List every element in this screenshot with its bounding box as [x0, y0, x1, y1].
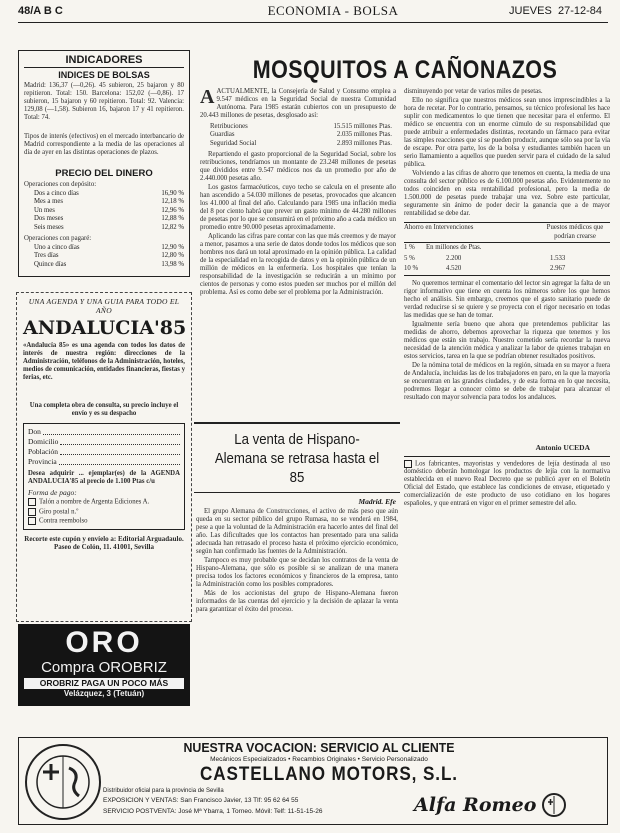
ops-sub: Operaciones con pagaré:	[24, 235, 92, 243]
oro-address: Velázquez, 3 (Tetuán)	[63, 689, 145, 698]
oro-title: ORO	[65, 626, 143, 659]
hispano-headline: La venta de Hispano-Alemana se retrasa hasta el 85	[214, 431, 380, 486]
checkbox-icon[interactable]	[28, 517, 36, 525]
badge-cross-icon	[43, 764, 59, 780]
castellano-name: CASTELLANO MOTORS, S.L.	[200, 764, 458, 785]
article-p1: AACTUALMENTE, la Consejería de Salud y Consumo emplea a 9.547 médicos en la Seguridad Social de nuestra Comunidad Autónoma. Para 1985 estarán cubiertos con un presupuesto de 20.443 millones de pesetas, desglosado así:	[200, 88, 396, 119]
rate-row: Mes a mes 12,18 %	[34, 198, 184, 206]
castellano-line1: Distribuidor oficial para la provincia de Sevilla	[103, 788, 224, 794]
side-note-text: Los fabricantes, mayoristas y vendedores de lejía destinada al uso doméstico deberán homologar los productos de lejía con la normativa establecida en el nuevo Real Decreto que se publicó ayer en el Boletín Oficial del Estado, que establece las condiciones de envase, etiquetado y comercialización de este producto de uso cotidiano en los hogares españoles, y que entrará en vigor en el primer semestre del año.	[404, 460, 610, 508]
payment-option[interactable]: Contra reembolso	[28, 517, 180, 526]
rate-row: Dos a cinco días 16,90 %	[34, 190, 184, 197]
bullet-square-icon	[404, 460, 412, 468]
dropcap: A	[200, 88, 215, 108]
oro-ad	[18, 624, 190, 706]
oro-line2: OROBRIZ PAGA UN POCO MÁS	[24, 678, 184, 689]
budget-row: Guardias 2.035 millones Ptas.	[210, 131, 392, 139]
rate-row: Un mes 12,96 %	[34, 206, 184, 214]
checkbox-icon[interactable]	[28, 508, 36, 516]
order-form	[23, 423, 185, 530]
rates2-table	[24, 244, 184, 269]
oro-line1: Compra OROBRIZ	[41, 659, 167, 676]
article-p2: Repartiendo el gasto proporcional de la Seguridad Social, sobre los retribuciones, tendríamos un montante de 23.248 millones de pesetas que divididos entre 9.547 médicos nos da un promedio por año de 2.440.000 pesetas año.	[200, 151, 396, 183]
castellano-line2: EXPOSICION Y VENTAS: San Francisco Javier, 13 Tlf: 95 62 64 55	[103, 797, 299, 804]
rate-row: Tres días 12,80 %	[34, 252, 184, 260]
alfa-romeo-wordmark: Alfa Romeo	[414, 794, 537, 816]
agenda-offer: Una completa obra de consulta, su precio incluye el envío y es su despacho	[29, 402, 179, 417]
compare-row: 10 % 4.520 2.967	[404, 265, 566, 272]
article-c2p1: disminuyendo por vetar de varios miles de pesetas.	[404, 88, 543, 95]
article-c2p6: De la nómina total de médicos en la región, situada en su mayor a fuera de Andalucía, incluidas las de los trabajadores en paro, en la que la mayoría se encuentran en las grandes ciudades, y de esta forma en lo que necesita, podremos llegar a conocer cómo se debe de trabajar para alcanzar el resultado con mayor solvencia para todos los andaluces.	[404, 361, 610, 401]
main-headline: MOSQUITOS A CAÑONAZOS	[252, 56, 558, 84]
article-signature: Antonio UCEDA	[535, 442, 590, 452]
budget-table	[210, 123, 392, 148]
checkbox-icon[interactable]	[28, 498, 36, 506]
agenda-body: «Andalucía 85» es una agenda con todos los datos de interés de nuestra región: direcciones de la Administración, teléfonos de la Administración, hoteles, medios de comunicación, entidades financieras, fiestas y ferias, etc.	[23, 342, 185, 381]
budget-row: Retribuciones 15.515 millones Ptas.	[210, 123, 392, 130]
rate-row: Seis meses 12,82 %	[34, 223, 184, 231]
form-field-don[interactable]: Don	[28, 427, 180, 437]
alfa-badge-small-icon	[541, 792, 567, 818]
payment-option[interactable]: Talón a nombre de Argenta Ediciones A.	[28, 498, 180, 507]
article-c2p2: Ello no significa que nuestros médicos sean unos imprescindibles a la hora de recetar. Por lo contrario, pensamos, su técnico profesional les hace suplir con medicamentos lo que tienen que necesitar para el enfermo. El médico se encuentra con un enorme cúmulo de su responsabilidad que puede atribuir a enfermedades distintas, recetando un fármaco para evitar las simples reacciones que sí se pueden producir, aunque sólo sea por la vía de escape. Por otra parte, los de la bolsa y estudiantes también hacen un serio llamamiento a aquellos que pueden servir para el cuidado de la salud pública.	[404, 97, 610, 168]
article-col1	[200, 88, 396, 416]
hispano-p3: Más de los accionistas del grupo de Hispano-Alemana fueron informados de las cuentas del ejercicio y la decisión de aplazar la venta para garantizar el éxito del proceso.	[196, 590, 398, 613]
alfa-romeo-badge-icon	[23, 742, 103, 822]
hispano-article	[194, 418, 400, 730]
hispano-dateline: Madrid. Efe	[358, 497, 396, 506]
compare-header: Ahorro en Intervenciones Puestos médicos que podrían crearse	[404, 223, 610, 243]
article-p3: Los gastos farmacéuticos, cuyo techo se calcula en el presente año han ascendido a 54.030 millones de pesetas, provocados que alcancen los 41.000 al final del año. Calculando para 1985 una inflación media del 8 por ciento habrá que prever un gasto mínimo de 44.280 millones de pesetas por lo que se consumirá en el próximo año a cada médico un promedio entre 90.000 pesetas aproximadamente.	[200, 184, 396, 232]
castellano-ad	[18, 737, 608, 825]
indices-text: Madrid: 136,37 (—0,26). 45 subieron, 25 bajaron y 80 repitieron. Total: 150. Barcelona: 152,02 (—0,86). 17 subieron, 15 bajaron y 60 repitieron. Total: 92. Valencia: 129,08 (—1,58). Subieron 16, bajaron 17 y 41 repitieron. Total: 74.	[24, 82, 184, 121]
hispano-p1: El grupo Alemana de Construcciones, el activo de más peso que aún queda en su sector público del grupo Rumasa, no se venderá en 1984, pese a que la voluntad de la Administración era hacerlo antes del final del año. Las dificultades que los contactos han presentado para una salida adecuada han retrasado el proceso hasta el próximo ejercicio económico, según han confirmado las fuentes de la Administración.	[196, 508, 398, 555]
section-title: ECONOMIA - BOLSA	[267, 3, 399, 18]
compare-table	[404, 222, 610, 276]
desire-text: Desea adquirir ... ejemplar(es) de la AGENDA ANDALUCIA'85 al precio de 1.100 Ptas c/u	[28, 470, 180, 485]
compare-row: 5 % 2.200 1.533	[404, 254, 566, 262]
agenda-footer: Recorte este cupón y envíelo a: Editorial Arguadaulo. Paseo de Colón, 11. 41001, Sevilla	[24, 534, 184, 551]
agenda-kicker: UNA AGENDA Y UNA GUIA PARA TODO EL AÑO	[28, 297, 180, 315]
castellano-line3: SERVICIO POSTVENTA: José Mª Ybarra, 1 Torneo. Móvil: Telf: 11-51-15-26	[103, 808, 323, 815]
article-c2p3: Volviendo a las cifras de ahorro que tenemos en cuenta, la media de una consulta del sector público es de 6.100.000 pesetas año. Evidentemente no todos coinciden en esta rentabilidad profesional, pero la media de 1.500.000 de pesetas puede trabajar una vez. Sobre este particular, seguramente sin ánimo de poder decir la ganancia que a de mayor rentabilidad se debe dar.	[404, 170, 610, 217]
badge-serpent-icon	[69, 768, 79, 796]
money-title: PRECIO DEL DINERO	[55, 168, 153, 179]
hispano-headline-box	[194, 422, 400, 493]
indicators-title: INDICADORES	[24, 54, 184, 68]
agenda-title: ANDALUCIA'85	[23, 317, 187, 339]
indicators-box	[18, 50, 190, 277]
form-field-poblacion[interactable]: Población	[28, 447, 180, 457]
issue-date: JUEVES 27-12-84	[509, 5, 602, 17]
article-c2p5: Igualmente sería bueno que ahora que pretendemos publicitar las medidas de ahorro, debemos aprovechar la riqueza que tenemos y los médicos que están sin trabajo. Nuestro cometido sería recordar la nueva necesidad de la atención médica y analizar la labor de quienes trabajan en estos servicios, tarea en la que se podrían obtener resultados positivos.	[404, 320, 610, 360]
compare-row: 1 % En millones de Ptas.	[404, 244, 482, 251]
rate-row: Dos meses 12,88 %	[34, 215, 184, 223]
article-col2	[404, 88, 610, 728]
page-number: 48/A B C	[18, 5, 63, 17]
budget-row: Seguridad Social 2.893 millones Ptas.	[210, 139, 392, 147]
rate-row: Quince días 13,98 %	[34, 260, 184, 268]
article-p4: Aplicando las cifras pare contar con las que más creemos y de mayor a menor, pasamos a una serie de datos donde todos los médicos que son hombres nos dará un total aproximado en la opinión pública. La calidad de la especialidad en la recogida de datos y en la opinión pública de un millón de médicos en la enfermería. Los hospitales que tenían la responsabilidad de la investigación se reducirán a un mínimo por cientos de personas y como estos pueden ser muchos por el millón del problema. Así es como debe ser el problema por la Administración.	[200, 233, 396, 297]
payment-title: Forma de pago:	[28, 488, 77, 497]
form-field-provincia[interactable]: Provincia	[28, 457, 180, 467]
hispano-p2: Tampoco es muy probable que se decidan los contratos de la venta de Hispano-Alemana, que sólo es posible si se analizan de una manera precisa todos los factores económicos y financieros de la empresa, tanto la Administración como los posibles compradores.	[196, 557, 398, 588]
payment-option[interactable]: Giro postal n.º	[28, 508, 180, 517]
side-note	[404, 456, 610, 509]
castellano-sub: Mecánicos Especializados • Recambios Originales • Servicio Personalizado	[210, 756, 428, 763]
rate-row: Uno a cinco días 12,90 %	[34, 244, 184, 252]
rates-table	[24, 190, 184, 232]
interbank-text: Tipos de interés (efectivos) en el mercado interbancario de Madrid correspondiente a la media de las operaciones al día de ayer en las distintas operaciones de plazos.	[24, 133, 184, 156]
money-sub: Operaciones con depósito:	[24, 181, 97, 188]
article-c2p4: No queremos terminar el comentario del lector sin agregar la falta de un rigor informativo que tiene en cuenta los números sobre los que hemos hecho el análisis. Sin embargo, creemos que el gasto sanitario puede de verdad reducirse si se quiere y se proyecta con el rigor necesario en todas las medidas que se han de tomar.	[404, 279, 610, 319]
agenda-coupon	[16, 292, 192, 622]
indices-subtitle: INDICES DE BOLSAS	[58, 70, 150, 80]
page-header	[18, 2, 608, 23]
castellano-headline: NUESTRA VOCACION: SERVICIO AL CLIENTE	[183, 740, 455, 755]
form-field-domicilio[interactable]: Domicilio	[28, 437, 180, 447]
